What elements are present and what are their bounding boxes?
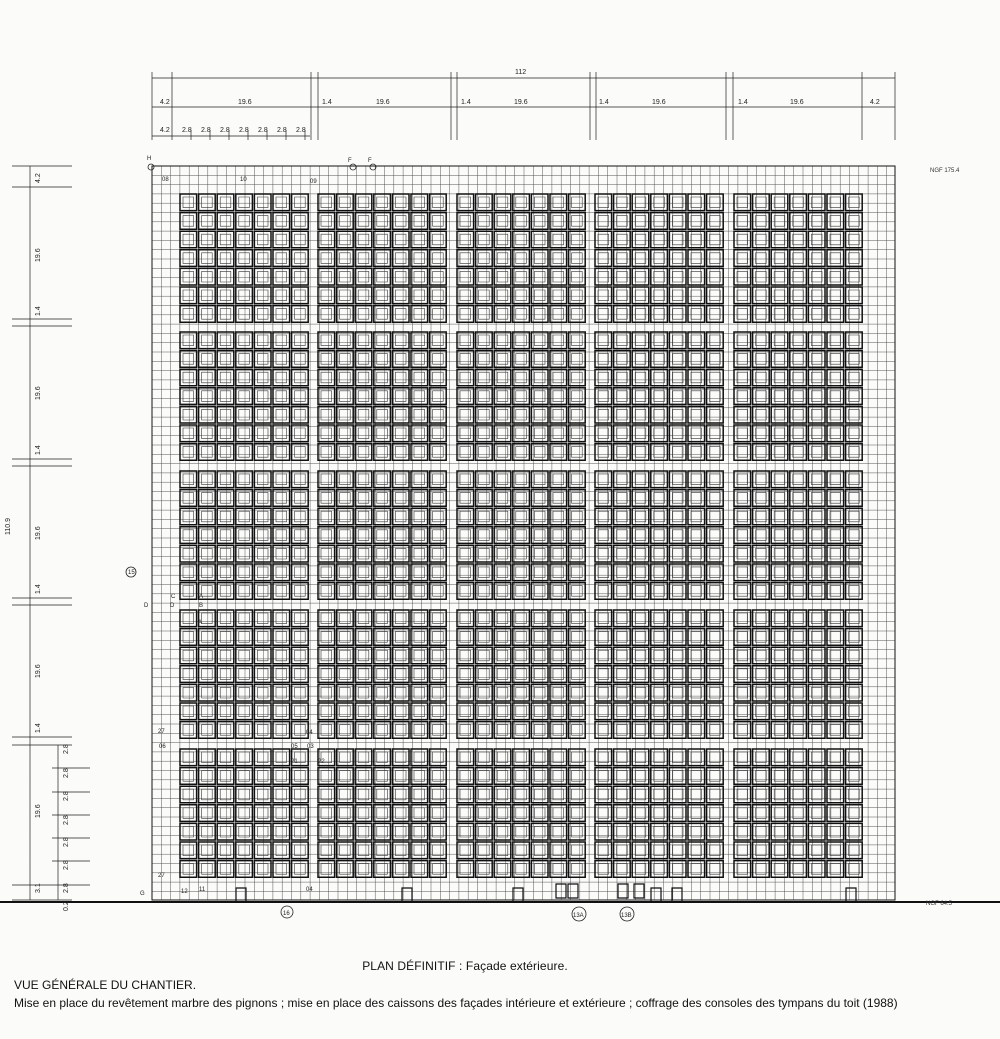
label-04-upper: 04 xyxy=(306,730,313,736)
label-h: H xyxy=(147,156,152,162)
left-subdimension-3: 2.8 xyxy=(63,791,70,801)
total-height-dimension: 110.9 xyxy=(5,518,12,535)
left-dimension-10: 19.6 xyxy=(35,804,42,818)
top-dimension-6: 19.6 xyxy=(514,99,528,106)
label-27-upper: 27 xyxy=(158,729,165,735)
label-f1: F xyxy=(348,158,352,164)
top-subdimension-2: 2.8 xyxy=(182,127,192,134)
left-dimension-texts xyxy=(5,173,70,911)
top-subdimension-3: 2.8 xyxy=(201,127,211,134)
label-04-lower: 04 xyxy=(306,887,313,893)
left-dimension-9: 1.4 xyxy=(35,723,42,733)
left-subdimension-2: 2.8 xyxy=(63,768,70,778)
label-f2: F xyxy=(368,158,372,164)
top-dimension-5: 1.4 xyxy=(461,99,471,106)
label-10: 10 xyxy=(240,177,247,183)
top-dimension-9: 1.4 xyxy=(738,99,748,106)
label-a2: A xyxy=(198,620,203,626)
top-dimension-7: 1.4 xyxy=(599,99,609,106)
label-21: 21 xyxy=(291,759,298,765)
top-subdimension-4: 2.8 xyxy=(220,127,230,134)
top-dimension-3: 1.4 xyxy=(322,99,332,106)
facade-grid xyxy=(152,166,895,900)
left-subdimension-1: 2.8 xyxy=(63,744,70,754)
label-22: 22 xyxy=(318,759,325,765)
caption-heading: VUE GÉNÉRALE DU CHANTIER. xyxy=(14,978,197,992)
left-dimension-6: 19.6 xyxy=(35,526,42,540)
left-dimension-11: 3.1 xyxy=(35,883,42,893)
marker-16 xyxy=(281,906,293,918)
top-subdimension-1: 4.2 xyxy=(160,127,170,134)
label-09: 09 xyxy=(310,179,317,185)
label-d1: D xyxy=(144,603,149,609)
marker-13b xyxy=(620,907,634,921)
top-dimension-4: 19.6 xyxy=(376,99,390,106)
left-dimension-12: 0.2 xyxy=(63,901,70,911)
left-subdimension-6: 2.8 xyxy=(63,860,70,870)
top-dimension-11: 4.2 xyxy=(870,99,880,106)
label-b: B xyxy=(199,603,204,609)
top-subdimension-6: 2.8 xyxy=(258,127,268,134)
label-27-lower: 27 xyxy=(158,873,165,879)
label-15: 15 xyxy=(128,570,135,576)
label-c: C xyxy=(171,594,176,600)
left-dimension-1: 4.2 xyxy=(35,173,42,183)
svg-text:13A: 13A xyxy=(573,913,584,919)
top-subdimension-7: 2.8 xyxy=(277,127,287,134)
top-dimension-10: 19.6 xyxy=(790,99,804,106)
left-dimension-2: 19.6 xyxy=(35,248,42,262)
plan-title-bold: PLAN DÉFINITIF : xyxy=(362,959,463,973)
plan-title xyxy=(0,959,930,973)
plan-title-rest: Façade extérieure. xyxy=(462,959,568,973)
label-11: 11 xyxy=(199,887,206,893)
top-dimension-1: 4.2 xyxy=(160,99,170,106)
top-dimension-2: 19.6 xyxy=(238,99,252,106)
marker-13a xyxy=(572,907,586,921)
left-subdimension-7: 2.8 xyxy=(63,883,70,893)
svg-text:16: 16 xyxy=(283,911,290,917)
label-g: G xyxy=(140,891,145,897)
left-dimension-8: 19.6 xyxy=(35,664,42,678)
label-05: 05 xyxy=(291,744,298,750)
total-width-dimension: 112 xyxy=(515,69,527,76)
label-08: 08 xyxy=(162,177,169,183)
caption-body: Mise en place du revêtement marbre des pignons ; mise en place des caissons des façades intérieure et extérieure ; coffrage des consoles des tympans du toit (1988) xyxy=(14,996,898,1010)
left-dimension-4: 19.6 xyxy=(35,386,42,400)
level-bottom: NGF 64.5 xyxy=(926,901,953,907)
label-d2: D xyxy=(170,603,175,609)
label-a1: A xyxy=(199,594,204,600)
label-06: 06 xyxy=(159,744,166,750)
top-subdimension-8: 2.8 xyxy=(296,127,306,134)
label-03: 03 xyxy=(307,744,314,750)
top-subdimension-5: 2.8 xyxy=(239,127,249,134)
left-subdimension-5: 2.8 xyxy=(63,837,70,847)
label-12: 12 xyxy=(181,889,188,895)
left-dimension-7: 1.4 xyxy=(35,584,42,594)
left-subdimension-4: 2.8 xyxy=(63,815,70,825)
top-dimension-8: 19.6 xyxy=(652,99,666,106)
level-top: NGF 175.4 xyxy=(930,168,960,174)
left-dimension-5: 1.4 xyxy=(35,445,42,455)
left-dimension-3: 1.4 xyxy=(35,306,42,316)
svg-text:13B: 13B xyxy=(621,913,632,919)
